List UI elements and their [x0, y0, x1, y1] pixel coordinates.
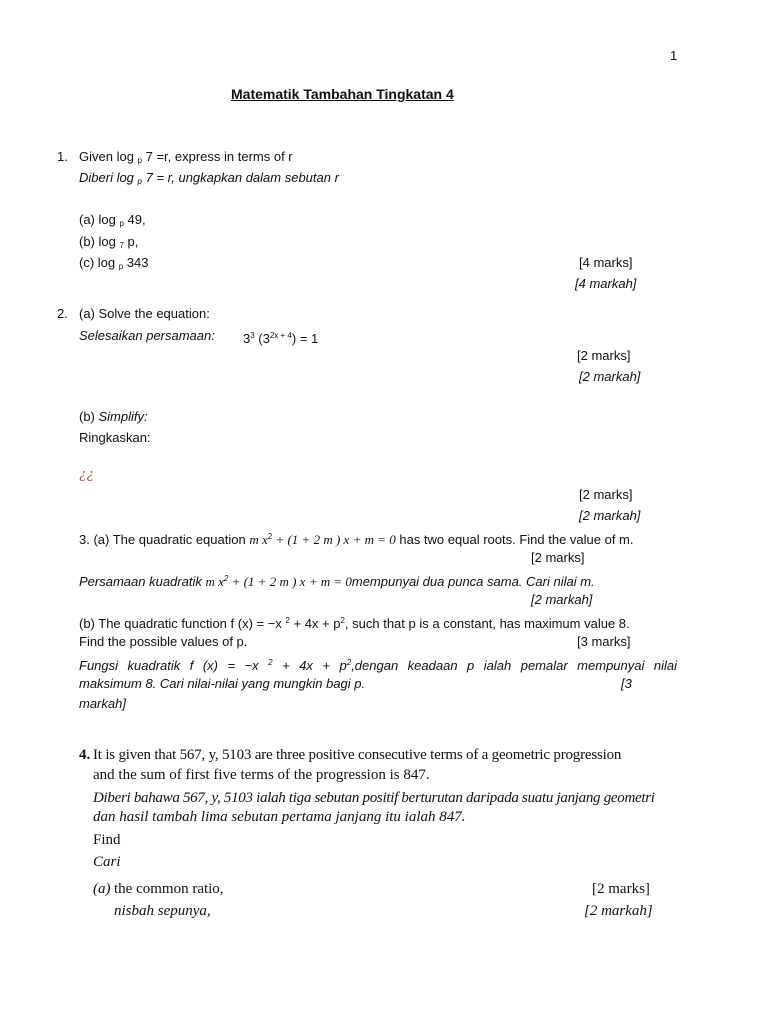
q2-number: 2. — [57, 306, 68, 321]
q3-b-markah-open: [3 — [621, 676, 632, 691]
q4-a-marks: [2 marks] — [592, 881, 650, 897]
q4-a-markah: [2 markah] — [584, 903, 653, 919]
q2-part-b-ms: Ringkaskan: — [79, 430, 151, 445]
q2-part-a-ms: Selesaikan persamaan: — [79, 328, 215, 343]
q4-stem-ms-line2: dan hasil tambah lima sebutan pertama janjang itu ialah 847. — [93, 809, 466, 825]
q3-a-markah: [2 markah] — [531, 592, 593, 607]
q1-marks: [4 marks] — [579, 255, 633, 270]
q2-b-markah: [2 markah] — [579, 508, 641, 523]
q4-stem-ms-line1: Diberi bahawa 567, y, 5103 ialah tiga sebutan positif berturutan daripada suatu janjang geometri — [93, 790, 655, 806]
q2-part-a-en: (a) Solve the equation: — [79, 306, 210, 321]
q1-part-a: (a) log $_p$ 49, — [79, 212, 146, 228]
q1-number: 1. — [57, 149, 68, 164]
q3-b-marks: [3 marks] — [577, 634, 631, 649]
page-title: Matematik Tambahan Tingkatan 4 — [231, 86, 454, 102]
q4-cari: Cari — [93, 854, 121, 870]
q4-find: Find — [93, 832, 121, 848]
q1-stem-en: Given log $_p$ 7 =r, express in terms of r — [79, 149, 293, 165]
q3-part-b-ms-line2: maksimum 8. Cari nilai-nilai yang mungkin bagi p. — [79, 676, 366, 691]
q1-markah: [4 markah] — [575, 276, 637, 291]
q1-part-c: (c) log $_p$ 343 — [79, 255, 149, 271]
q4-number: 4. — [79, 747, 91, 763]
q4-stem-en-line2: and the sum of first five terms of the progression is 847. — [93, 767, 430, 783]
q4-stem-en-line1: It is given that 567, y, 5103 are three positive consecutive terms of a geometric progression — [93, 747, 622, 763]
q3-part-b-ms: Fungsi kuadratik f (x) = −x $^2 + 4x + p^2,dengan$ keadaan p ialah pemalar mempunyai nilai — [79, 658, 677, 673]
q2-b-expression-glyph: ¿¿ — [79, 466, 94, 482]
q4-part-a-en: the common ratio, — [114, 881, 224, 897]
q1-stem-ms: Diberi log $_p$ 7 = r, ungkapkan dalam sebutan r — [79, 170, 339, 186]
q4-part-a-ms: nisbah sepunya, — [114, 903, 211, 919]
q3-b-markah-close: markah] — [79, 696, 126, 711]
q3-a-marks: [2 marks] — [531, 550, 585, 565]
q3-part-a-en: 3. (a) The quadratic equation m $x^2 + (1 + 2$ m ) x + m = 0 has two equal roots. Find the value of m. — [79, 532, 634, 547]
page-number: 1 — [670, 48, 678, 63]
q3-part-b-en: (b) The quadratic function f (x) = −x $^2 + 4x + p^2$, such that p is a constant, has maximum value 8. — [79, 616, 630, 631]
q2-b-marks: [2 marks] — [579, 487, 633, 502]
q2-equation: $3^3$ $(3^{2x + 4}) = 1$ — [243, 331, 319, 346]
q2-part-b-en: (b) Simplify: — [79, 409, 148, 424]
q4-part-a-label: (a) — [93, 881, 111, 897]
q3-part-b-en-line2: Find the possible values of p. — [79, 634, 248, 649]
q2-a-markah: [2 markah] — [579, 369, 641, 384]
q3-part-a-ms: Persamaan kuadratik m $x^2 + (1 + 2$ m ) x + m = 0mempunyai dua punca sama. Cari nilai m. — [79, 574, 595, 589]
q1-part-b: (b) log $_7$ p, — [79, 234, 139, 250]
q2-a-marks: [2 marks] — [577, 348, 631, 363]
